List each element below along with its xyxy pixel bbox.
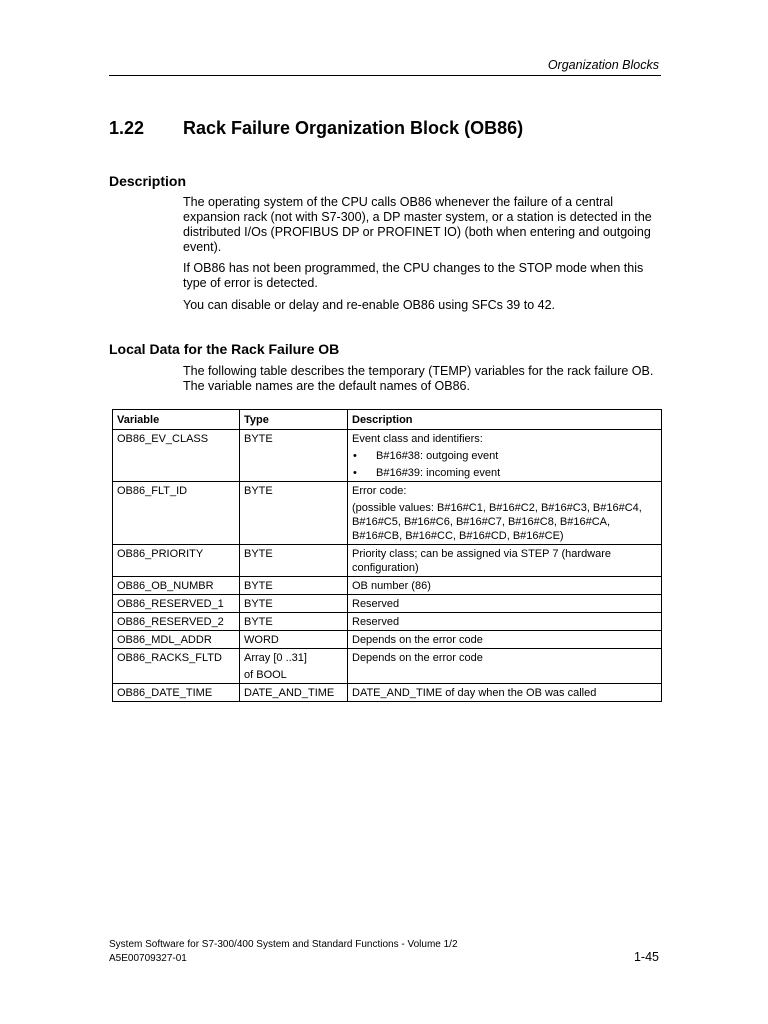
description-paragraph-1: The operating system of the CPU calls OB86 whenever the failure of a central expansion rack (not with S7-300), a DP master system, or a station is detected in the distributed I/Os (PROFIBUS DP or PROFINET IO) (both when entering and outgoing event). <box>183 195 652 254</box>
table-row <box>113 545 662 577</box>
description-paragraph-2: If OB86 has not been programmed, the CPU changes to the STOP mode when this type of error is detected. <box>183 261 644 290</box>
column-header-type: Type <box>240 410 348 430</box>
header-rule <box>109 75 661 76</box>
variable-cell: OB86_DATE_TIME <box>113 684 240 702</box>
table-row <box>113 577 662 595</box>
table-row <box>113 684 662 702</box>
description-cell <box>348 482 662 545</box>
bullet-item <box>352 449 657 463</box>
description-paragraph-3: You can disable or delay and re-enable OB86 using SFCs 39 to 42. <box>183 298 556 312</box>
footer-book-title: System Software for S7-300/400 System and Standard Functions - Volume 1/2 <box>109 939 458 950</box>
temp-variables-table <box>112 409 662 702</box>
type-text: Array [0 ..31] <box>244 652 307 664</box>
table-row <box>113 430 662 482</box>
description-cell <box>348 430 662 482</box>
bullet-icon: • <box>353 467 357 479</box>
column-header-variable: Variable <box>113 410 240 430</box>
description-cell: Priority class; can be assigned via STEP 7 (hardware configuration) <box>348 545 662 577</box>
variable-cell: OB86_FLT_ID <box>113 482 240 545</box>
local-data-intro: The following table describes the temporary (TEMP) variables for the rack failure OB. The variable names are the default names of OB86. <box>183 364 654 393</box>
bullet-icon: • <box>353 450 357 462</box>
table-row <box>113 613 662 631</box>
type-cell: WORD <box>240 631 348 649</box>
type-cell: BYTE <box>240 613 348 631</box>
column-header-description: Description <box>348 410 662 430</box>
type-text-continued: of BOOL <box>244 669 287 681</box>
local-data-heading: Local Data for the Rack Failure OB <box>109 341 340 357</box>
table-header-row <box>113 410 662 430</box>
variable-cell: OB86_OB_NUMBR <box>113 577 240 595</box>
variable-cell: OB86_RACKS_FLTD <box>113 649 240 684</box>
table-row <box>113 631 662 649</box>
description-heading: Description <box>109 173 187 189</box>
page-footer <box>109 938 458 966</box>
type-cell: BYTE <box>240 482 348 545</box>
table-row <box>113 482 662 545</box>
type-cell: BYTE <box>240 430 348 482</box>
variable-cell: OB86_MDL_ADDR <box>113 631 240 649</box>
variable-cell: OB86_EV_CLASS <box>113 430 240 482</box>
description-cell: Reserved <box>348 595 662 613</box>
type-cell: BYTE <box>240 577 348 595</box>
description-cell: DATE_AND_TIME of day when the OB was called <box>348 684 662 702</box>
description-cell: Depends on the error code <box>348 631 662 649</box>
running-header: Organization Blocks <box>547 58 659 72</box>
type-cell: BYTE <box>240 545 348 577</box>
type-cell <box>240 649 348 684</box>
section-number: 1.22 <box>109 118 145 138</box>
variable-cell: OB86_RESERVED_2 <box>113 613 240 631</box>
description-text: Event class and identifiers: <box>352 433 483 445</box>
section-title-text: Rack Failure Organization Block (OB86) <box>183 118 524 138</box>
bullet-text: B#16#38: outgoing event <box>376 450 499 462</box>
description-text-continued: (possible values: B#16#C1, B#16#C2, B#16#C3, B#16#C4, B#16#C5, B#16#C6, B#16#C7, B#16#C8, B#16#CA, B#16#CB, B#16#CC, B#16#CD, B#16#CE) <box>352 502 642 542</box>
page-number: 1-45 <box>633 950 659 964</box>
bullet-text: B#16#39: incoming event <box>376 467 501 479</box>
type-cell: DATE_AND_TIME <box>240 684 348 702</box>
bullet-item <box>352 466 657 480</box>
table-row <box>113 595 662 613</box>
variable-cell: OB86_RESERVED_1 <box>113 595 240 613</box>
description-cell: Reserved <box>348 613 662 631</box>
table-row <box>113 649 662 684</box>
section-title <box>109 118 523 139</box>
description-cell: Depends on the error code <box>348 649 662 684</box>
footer-order-number: A5E00709327-01 <box>109 953 187 964</box>
variable-cell: OB86_PRIORITY <box>113 545 240 577</box>
description-text: Error code: <box>352 485 407 497</box>
description-cell: OB number (86) <box>348 577 662 595</box>
type-cell: BYTE <box>240 595 348 613</box>
